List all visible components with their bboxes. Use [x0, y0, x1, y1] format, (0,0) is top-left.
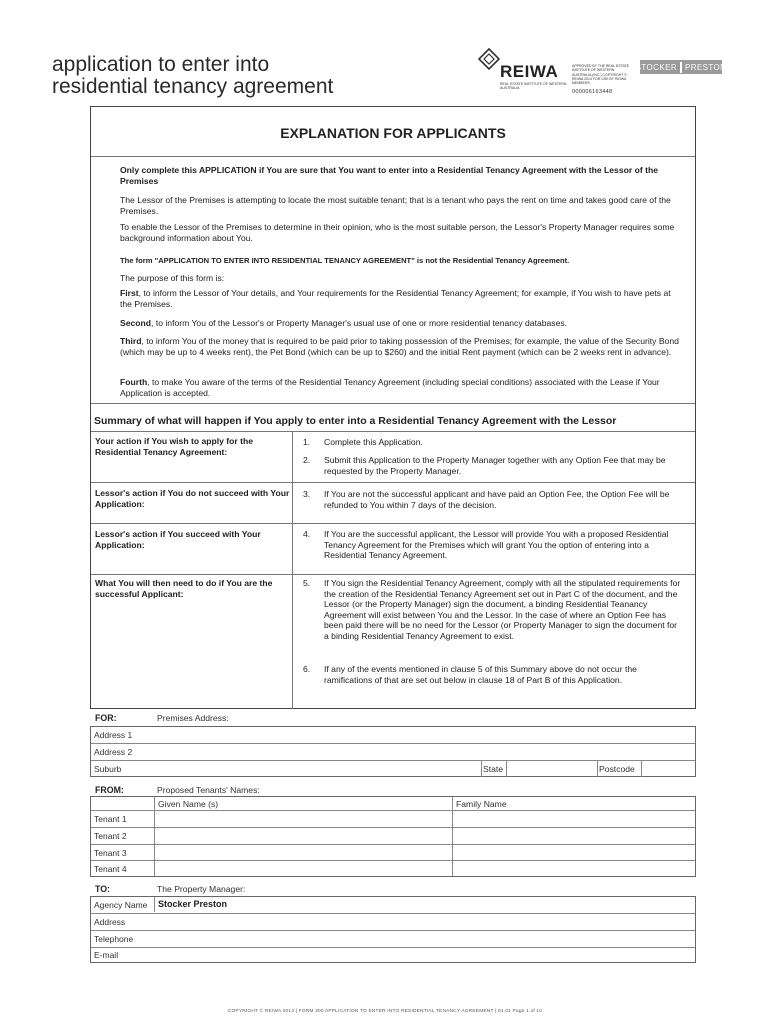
from-label: FROM:	[95, 785, 124, 795]
intro-bold: Only complete this APPLICATION if You are sure that You want to enter into a Residential Tenancy Agreement with the Lessor of the Premises	[120, 165, 658, 186]
address-2-field[interactable]	[92, 759, 692, 773]
reiwa-logo-icon	[478, 48, 500, 70]
explanation-title: EXPLANATION FOR APPLICANTS	[280, 125, 506, 141]
tenant-4-label: Tenant 4	[94, 864, 127, 874]
to-label: TO:	[95, 884, 110, 894]
premises-address-heading: Premises Address:	[157, 713, 229, 723]
summary-item-text: Complete this Application.	[324, 437, 423, 447]
summary-item-text: If any of the events mentioned in clause 5 of this Summary above do not occur the ramifications of that are set out below in clause 18 of Part B of this Application.	[324, 664, 637, 685]
form-title	[52, 54, 372, 98]
suburb-label: Suburb	[94, 764, 122, 774]
summary-row-4-left: What You will then need to do if You are the successful Applicant:	[95, 578, 273, 599]
title-line-2: residential tenancy agreement	[52, 75, 334, 98]
agency-logo-mark-icon	[680, 62, 682, 73]
form-code: 000006163448	[572, 89, 613, 95]
purpose-fourth: Fourth, to make You aware of the terms of the Residential Tenancy Agreement (including special conditions) associated with the Lease if Your Application is accepted.	[120, 377, 660, 398]
purpose-first: First, to inform the Lessor of Your details, and Your requirements for the Residential Tenancy Agreement; for example, if You wish to have pets at the Premises.	[120, 288, 671, 309]
tenant-1-label: Tenant 1	[94, 814, 127, 824]
summary-title: Summary of what will happen if You apply to enter into a Residential Tenancy Agreement with the Lessor	[94, 415, 617, 427]
agency-logo-right: PRESTON	[685, 62, 727, 72]
summary-item-text: If You are not the successful applicant and have paid an Option Fee, the Option Fee will be refunded to You within 7 days of the decision.	[324, 489, 670, 510]
postcode-label: Postcode	[599, 764, 635, 774]
summary-row-3-left: Lessor's action if You succeed with Your Application:	[95, 529, 261, 550]
property-manager-heading: The Property Manager:	[157, 884, 246, 894]
summary-item-num: 6.	[303, 664, 311, 674]
summary-item-num: 3.	[303, 489, 311, 499]
property-manager-grid	[90, 896, 696, 963]
tenants-grid	[90, 796, 696, 877]
summary-item-num: 5.	[303, 578, 311, 588]
footer-copyright: COPYRIGHT © REIWA 2014 | FORM 300 APPLICATION TO ENTER INTO RESIDENTIAL TENANCY AGREEMENT | 01.01 Page 1 of 10	[227, 1009, 543, 1014]
telephone-label: Telephone	[94, 934, 134, 944]
summary-item-text: Submit this Application to the Property Manager together with any Option Fee that may be requested by the Property Manager.	[324, 455, 666, 476]
tenant-2-label: Tenant 2	[94, 831, 127, 841]
summary-item-text: If You are the successful applicant, the Lessor will provide You with a proposed Residential Tenancy Agreement for the Premises which will grant You the option of entering into a Residential Tenancy Agreement.	[324, 529, 669, 560]
agency-name-value: Stocker Preston	[158, 899, 228, 909]
purpose-third: Third, to inform You of the money that is required to be paid prior to taking possession of the Premises; for example, the value of the Security Bond (which may be up to 4 weeks rent), the Pet Bond (which can be up to $260) and the initial Rent payment (which can be 2 weeks rent in advance).	[120, 336, 679, 357]
summary-item-num: 2.	[303, 455, 311, 465]
address-1-label: Address 1	[94, 730, 133, 740]
agency-name-label: Agency Name	[94, 900, 148, 910]
summary-item-num: 1.	[303, 437, 311, 447]
family-name-header: Family Name	[456, 799, 507, 809]
proposed-tenants-heading: Proposed Tenants' Names:	[157, 785, 260, 795]
para-2: To enable the Lessor of the Premises to determine in their opinion, who is the most suitable person, the Lessor's Property Manager requires some background information about You.	[120, 222, 675, 243]
summary-row-1-left: Your action if You wish to apply for the Residential Tenancy Agreement:	[95, 436, 254, 457]
address-1-field[interactable]	[92, 742, 692, 756]
summary-item-num: 4.	[303, 529, 311, 539]
copyright-info: APPROVED BY THE REAL ESTATE INSTITUTE OF WESTERN AUSTRALIA (INC.) COPYRIGHT © REIWA 2014 FOR USE BY REIWA MEMBERS	[572, 64, 629, 86]
address-2-label: Address 2	[94, 747, 133, 757]
summary-row-2-left: Lessor's action if You do not succeed with Your Application:	[95, 488, 290, 509]
title-line-1: application to enter into	[52, 53, 270, 76]
purpose-label: The purpose of this form is:	[120, 273, 225, 283]
reiwa-logo-text: REIWA	[500, 62, 559, 81]
email-label: E-mail	[94, 950, 119, 960]
agency-logo-left: STOCKER	[635, 62, 677, 72]
para-1: The Lessor of the Premises is attempting to locate the most suitable tenant; that is a tenant who pays the rent on time and takes good care of the Premises.	[120, 195, 671, 216]
address-label: Address	[94, 917, 126, 927]
state-label: State	[483, 764, 504, 774]
reiwa-logo-subtext: REAL ESTATE INSTITUTE OF WESTERN AUSTRALIA	[500, 82, 567, 90]
for-label: FOR:	[95, 713, 117, 723]
agency-logo	[635, 60, 727, 74]
notice-bold: The form "APPLICATION TO ENTER INTO RESIDENTIAL TENANCY AGREEMENT" is not the Residential Tenancy Agreement.	[120, 256, 570, 265]
purpose-second: Second, to inform You of the Lessor's or Property Manager's usual use of one or more residential tenancy databases.	[120, 318, 568, 328]
tenant-3-label: Tenant 3	[94, 848, 127, 858]
given-names-header: Given Name (s)	[158, 799, 219, 809]
summary-item-text: If You sign the Residential Tenancy Agreement, comply with all the stipulated requirements for the creation of the Residential Tenancy Agreement set out in Part C of the document, and the Lessor (or the Property Manager) sign the document, a binding Residential Teanancy Agreement will exist between You and the Lessor. In the case of where an Option Fee has been paid there will be no need for the Lessor (or Property Manager to sign the document for a binding Residential Tenancy Agreement to exist.	[324, 578, 681, 641]
